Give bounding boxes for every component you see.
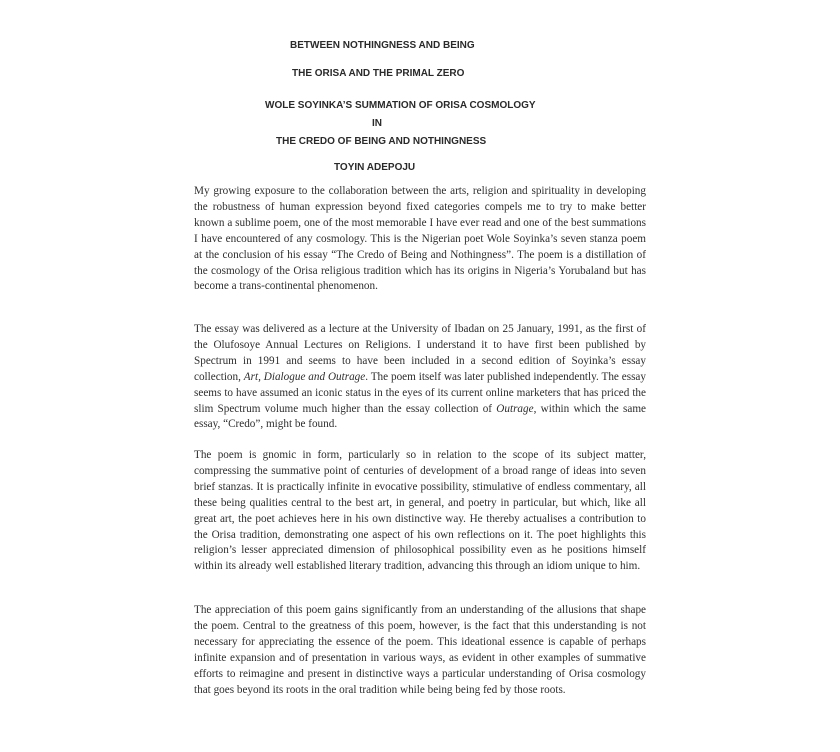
paragraph-2-text-a: The essay was delivered as a lecture at the University of Ibadan on 25 January, 1991, as the first of the Olufosoye Annual Lectures on Religions. I understand it to have first been published by Spectrum in 1991 and seems to have been included in a second edition of Soyinka’s essay collection, xyxy=(194,323,646,383)
heading-line-3: WOLE SOYINKA’S SUMMATION OF ORISA COSMOLOGY xyxy=(265,100,536,111)
author-name: TOYIN ADEPOJU xyxy=(334,162,416,173)
paragraph-1: My growing exposure to the collaboration between the arts, religion and spirituality in developing the robustness of human expression beyond fixed categories compels me to try to make better known a sublime poem, one of the most memorable I have ever read and one of the best summations I have encountered of any cosmology. This is the Nigerian poet Wole Soyinka’s seven stanza poem at the conclusion of his essay “The Credo of Being and Nothingness”. The poem is a distillation of the cosmology of the Orisa religious tradition which has its origins in Nigeria’s Yorubaland but has become a trans-continental phenomenon. xyxy=(194,185,646,293)
paragraph-3: The poem is gnomic in form, particularly so in relation to the scope of its subject matter, compressing the summative point of centuries of development of a broad range of ideas into seven brief stanzas. It is practically infinite in evocative possibility, stimulative of endless commentary, all these being qualities central to the best art, in general, and poetry in particular, but which, like all great art, the poet achieves here in his own distinctive way. He thereby actualises a contribution to the Orisa tradition, demonstrating one aspect of his own reflections on it. The poet highlights this religion’s lesser appreciated dimension of philosophical possibility even as he positions himself within its already well established literary tradition, advancing this through an idiom unique to him. xyxy=(194,449,646,573)
document-subtitle: THE ORISA AND THE PRIMAL ZERO xyxy=(292,68,465,79)
paragraph-2-text-b: . The poem itself was later published independently. The essay seems to have assumed an iconic status in the eyes of its current online marketers that has priced the slim Spectrum volume much higher than the essay collection of xyxy=(194,370,646,415)
document-title: BETWEEN NOTHINGNESS AND BEING xyxy=(290,40,475,51)
heading-line-4: IN xyxy=(372,118,382,129)
paragraph-2 xyxy=(194,322,646,433)
paragraph-2-italic-title: Art, Dialogue and Outrage xyxy=(243,370,366,383)
paragraph-2-text-c: , within which the same essay, “Credo”, might be found. xyxy=(194,402,646,431)
paragraph-2-italic-outrage: Outrage xyxy=(496,402,534,415)
paragraph-4: The appreciation of this poem gains significantly from an understanding of the allusions that shape the poem. Central to the greatness of this poem, however, is the fact that this understanding is not necessary for appreciating the essence of the poem. This ideational essence is capable of perhaps infinite expansion and of presentation in various ways, as evident in other examples of summative efforts to reimagine and present in distinctive ways a particular understanding of Orisa cosmology that goes beyond its roots in the oral tradition while being being fed by those roots. xyxy=(194,604,646,696)
heading-line-5: THE CREDO OF BEING AND NOTHINGNESS xyxy=(276,136,487,147)
